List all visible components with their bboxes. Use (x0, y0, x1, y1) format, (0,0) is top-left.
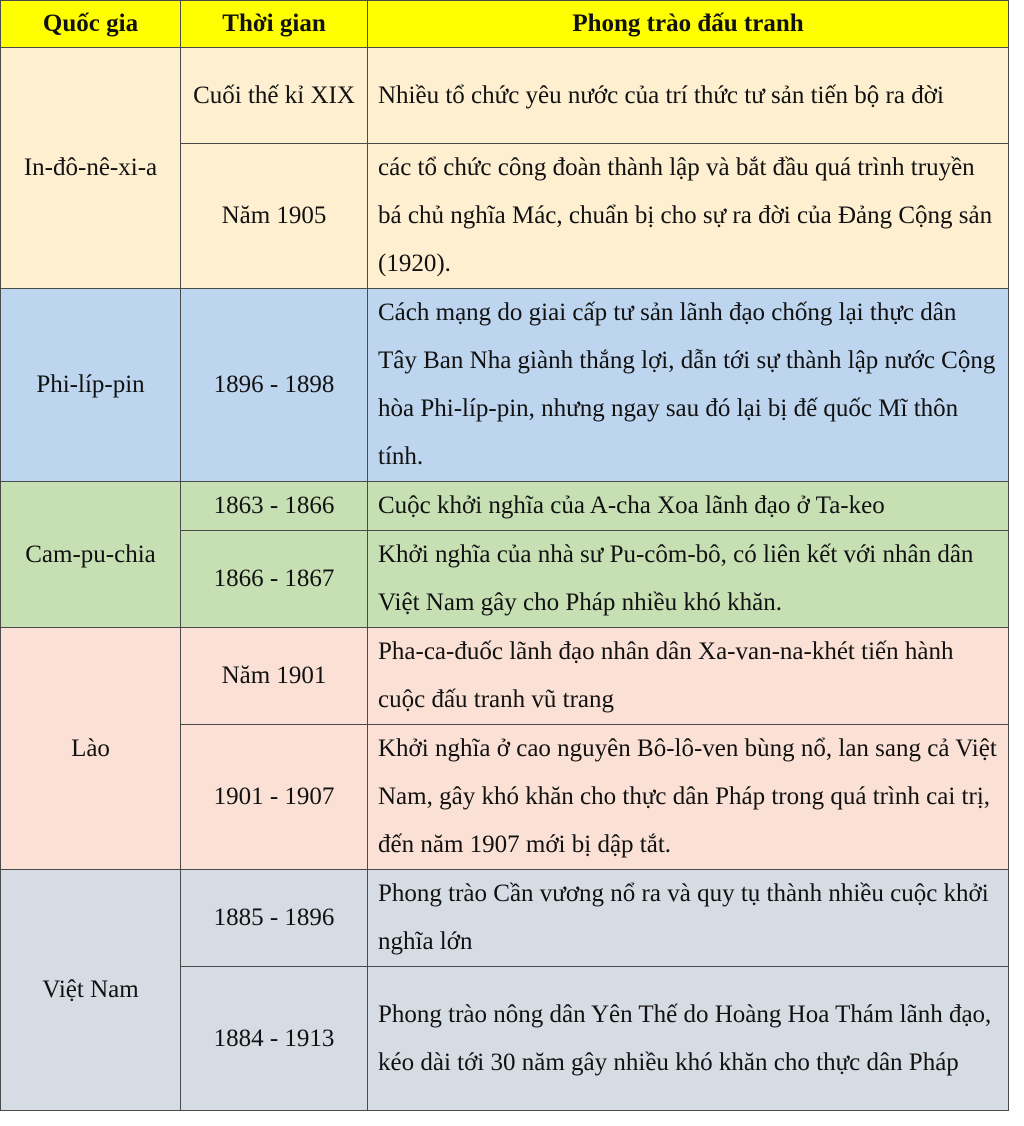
description-cell: các tổ chức công đoàn thành lập và bắt đầu quá trình truyền bá chủ nghĩa Mác, chuẩn bị cho sự ra đời của Đảng Cộng sản (1920). (368, 144, 1009, 289)
header-country: Quốc gia (1, 1, 181, 48)
country-cell: Cam-pu-chia (1, 482, 181, 628)
description-cell: Khởi nghĩa ở cao nguyên Bô-lô-ven bùng nổ, lan sang cả Việt Nam, gây khó khăn cho thực dân Pháp trong quá trình cai trị, đến năm 1907 mới bị dập tắt. (368, 725, 1009, 870)
description-cell: Nhiều tổ chức yêu nước của trí thức tư sản tiến bộ ra đời (368, 48, 1009, 144)
table-row (1, 870, 1009, 967)
description-cell: Khởi nghĩa của nhà sư Pu-côm-bô, có liên kết với nhân dân Việt Nam gây cho Pháp nhiều khó khăn. (368, 531, 1009, 628)
country-cell: In-đô-nê-xi-a (1, 48, 181, 289)
country-cell: Phi-líp-pin (1, 289, 181, 482)
time-cell: 1863 - 1866 (181, 482, 368, 531)
table-row (1, 482, 1009, 531)
time-cell: Năm 1905 (181, 144, 368, 289)
time-cell: Năm 1901 (181, 628, 368, 725)
description-cell: Cuộc khởi nghĩa của A-cha Xoa lãnh đạo ở Ta-keo (368, 482, 1009, 531)
time-cell: Cuối thế kỉ XIX (181, 48, 368, 144)
description-cell: Pha-ca-đuốc lãnh đạo nhân dân Xa-van-na-khét tiến hành cuộc đấu tranh vũ trang (368, 628, 1009, 725)
table-row (1, 628, 1009, 725)
time-cell: 1885 - 1896 (181, 870, 368, 967)
header-movement: Phong trào đấu tranh (368, 1, 1009, 48)
table-body (1, 48, 1009, 1111)
header-time: Thời gian (181, 1, 368, 48)
table-row (1, 48, 1009, 144)
table-header (1, 1, 1009, 48)
time-cell: 1884 - 1913 (181, 967, 368, 1111)
country-cell: Lào (1, 628, 181, 870)
description-cell: Phong trào nông dân Yên Thế do Hoàng Hoa Thám lãnh đạo, kéo dài tới 30 năm gây nhiều khó khăn cho thực dân Pháp (368, 967, 1009, 1111)
time-cell: 1901 - 1907 (181, 725, 368, 870)
header-row (1, 1, 1009, 48)
description-cell: Cách mạng do giai cấp tư sản lãnh đạo chống lại thực dân Tây Ban Nha giành thắng lợi, dẫn tới sự thành lập nước Cộng hòa Phi-líp-pin, nhưng ngay sau đó lại bị đế quốc Mĩ thôn tính. (368, 289, 1009, 482)
table-row (1, 289, 1009, 482)
time-cell: 1866 - 1867 (181, 531, 368, 628)
country-cell: Việt Nam (1, 870, 181, 1111)
time-cell: 1896 - 1898 (181, 289, 368, 482)
description-cell: Phong trào Cần vương nổ ra và quy tụ thành nhiều cuộc khởi nghĩa lớn (368, 870, 1009, 967)
